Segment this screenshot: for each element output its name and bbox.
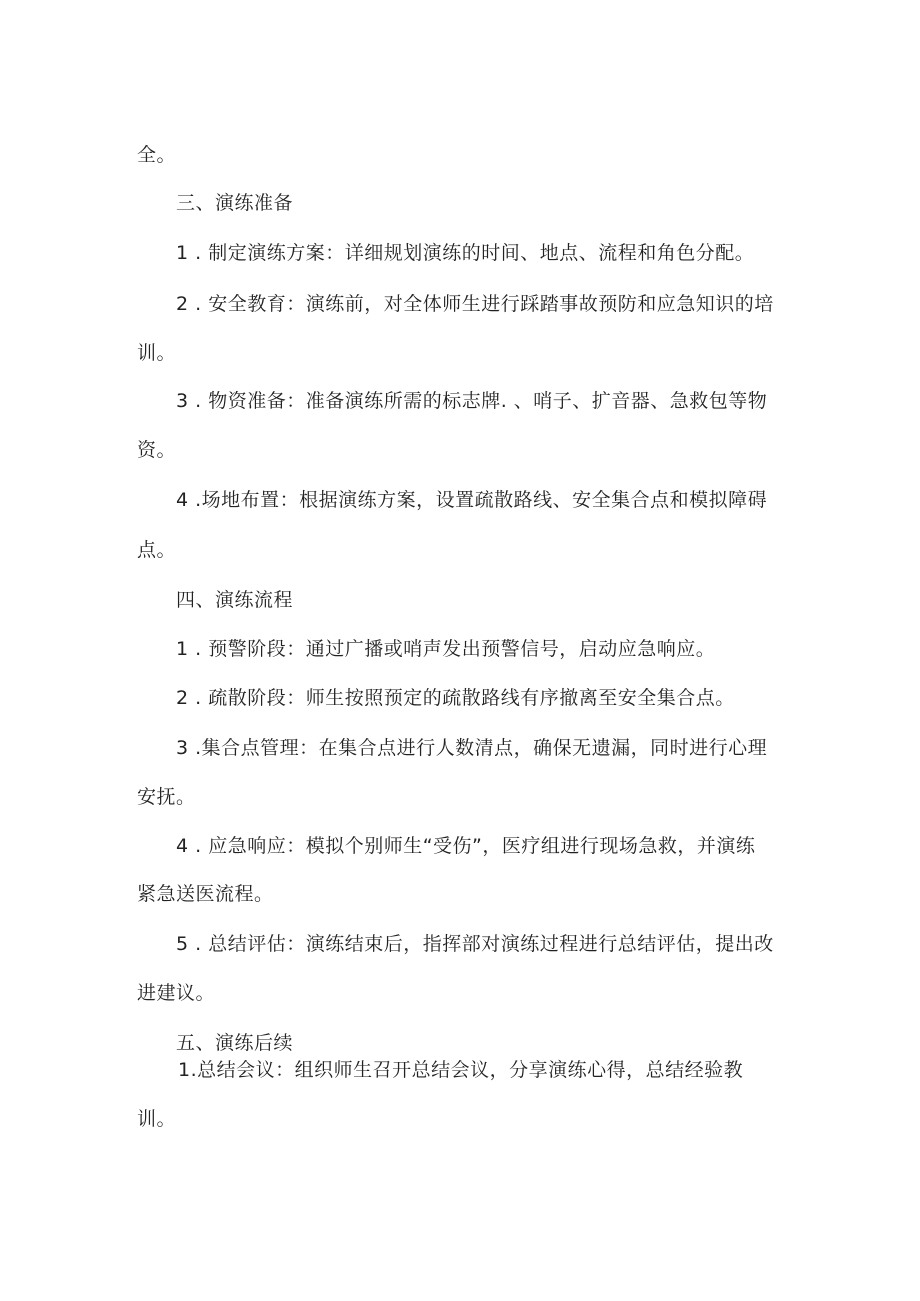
list-item-5-continuation: 进建议。 — [137, 982, 216, 1004]
list-item-1-continuation: 训。 — [137, 1108, 177, 1130]
list-item-4-continuation: 点。 — [137, 539, 177, 561]
list-item-4-continuation: 紧急送医流程。 — [137, 883, 274, 905]
list-item-3-continuation: 资。 — [137, 439, 177, 461]
list-item-5: 5 . 总结评估：演练结束后，指挥部对演练过程进行总结评估，提出改 — [176, 933, 774, 955]
list-item-2: 2 . 安全教育：演练前，对全体师生进行踩踏事故预防和应急知识的培 — [176, 293, 774, 315]
section-heading-drill-follow-up: 五、演练后续 — [176, 1032, 294, 1054]
list-item-4: 4 . 应急响应：模拟个别师生“受伤”，医疗组进行现场急救，并演练 — [176, 835, 756, 857]
list-item-2: 2 . 疏散阶段：师生按照预定的疏散路线有序撤离至安全集合点。 — [176, 687, 735, 709]
list-item-2-continuation: 训。 — [137, 342, 177, 364]
list-item-3-continuation: 安抚。 — [137, 786, 196, 808]
section-heading-drill-process: 四、演练流程 — [176, 589, 294, 611]
list-item-3: 3 .集合点管理：在集合点进行人数清点，确保无遗漏，同时进行心理 — [176, 737, 768, 759]
list-item-1: 1 . 预警阶段：通过广播或哨声发出预警信号，启动应急响应。 — [176, 638, 716, 660]
paragraph-continuation: 全。 — [137, 144, 177, 166]
list-item-1: 1 . 制定演练方案：详细规划演练的时间、地点、流程和角色分配。 — [176, 242, 755, 264]
section-heading-drill-preparation: 三、演练准备 — [176, 192, 294, 214]
list-item-3: 3 . 物资准备：准备演练所需的标志牌. 、哨子、扩音器、急救包等物 — [176, 390, 768, 412]
list-item-4: 4 .场地布置：根据演练方案，设置疏散路线、安全集合点和模拟障碍 — [176, 489, 768, 511]
list-item-1: 1.总结会议：组织师生召开总结会议，分享演练心得，总结经验教 — [178, 1059, 744, 1081]
